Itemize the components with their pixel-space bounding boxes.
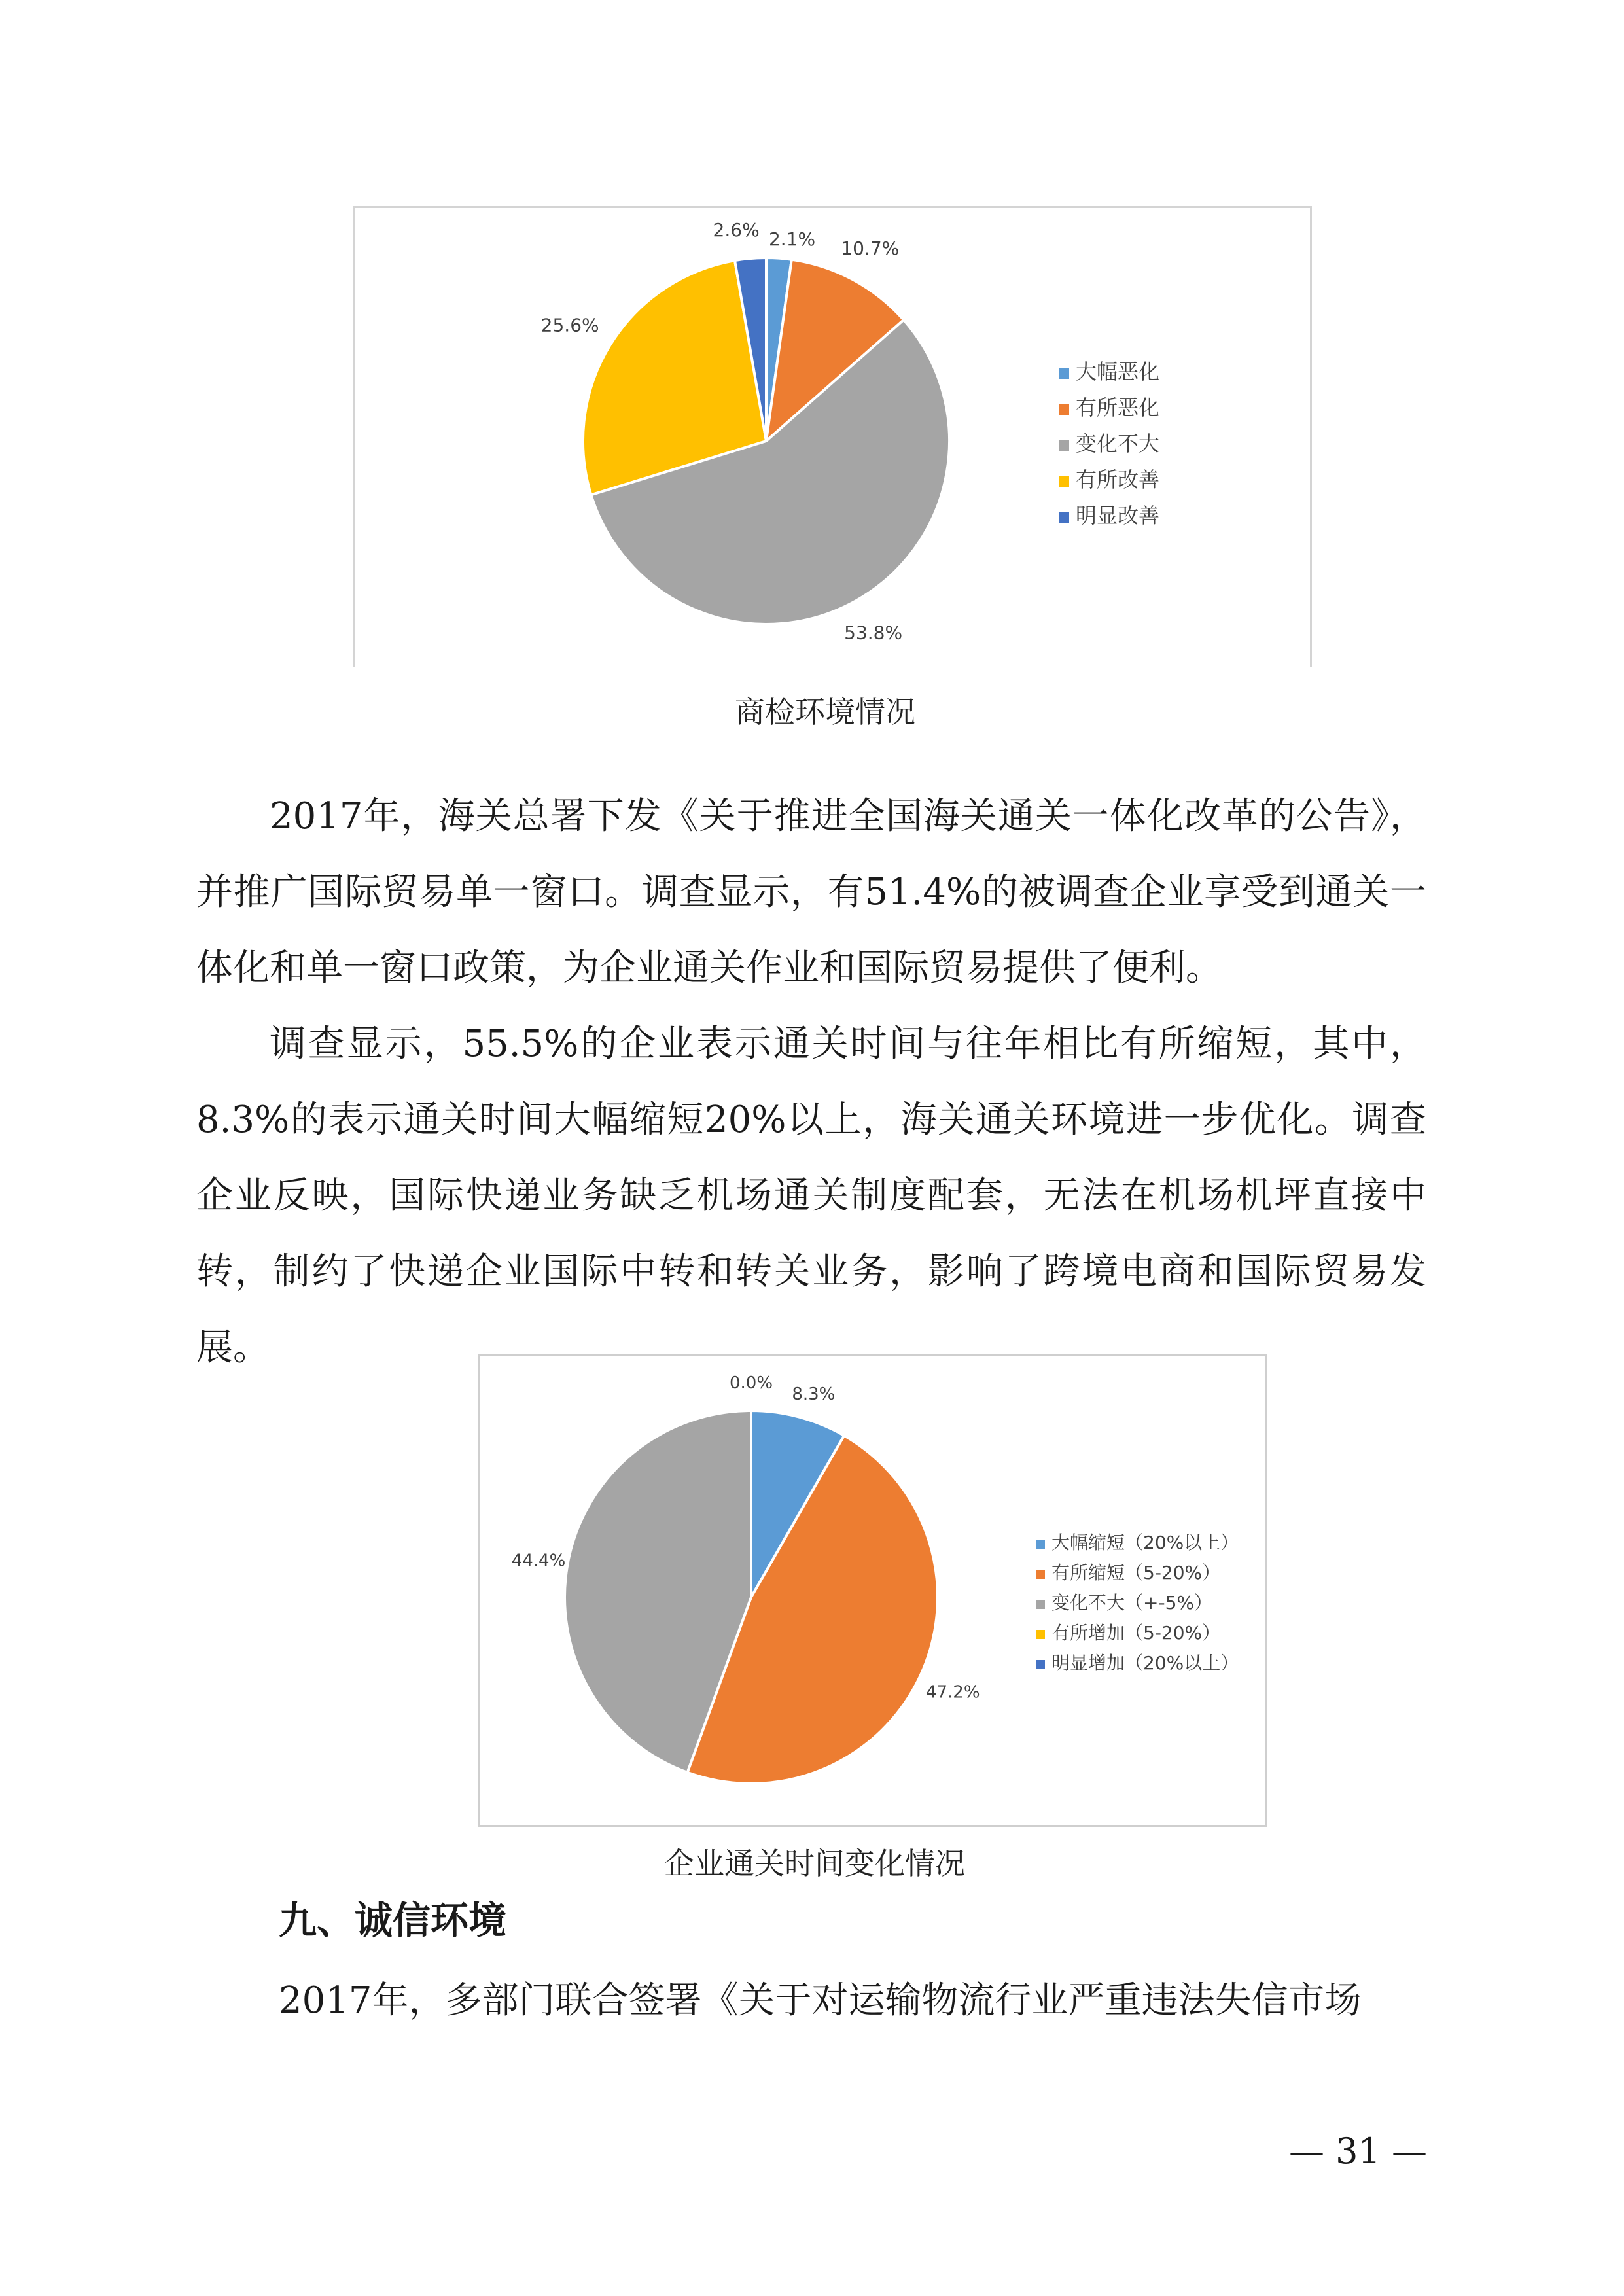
pie2-legend-label-1: 有所缩短（5-20%） (1051, 1562, 1221, 1583)
pie1-legend-label-1: 有所恶化 (1076, 395, 1160, 420)
pie2-legend-swatch-0 (1036, 1540, 1045, 1549)
pie2-data-label-2: 44.4% (511, 1551, 566, 1571)
pie2-legend-label-2: 变化不大（+-5%） (1051, 1592, 1212, 1614)
section-heading: 九、诚信环境 (279, 1898, 507, 1943)
pie2-data-label-1: 47.2% (925, 1682, 980, 1703)
figure-caption-2: 企业通关时间变化情况 (664, 1846, 965, 1881)
pie1-data-label-0: 2.1% (768, 228, 816, 250)
pie1-data-label-2: 53.8% (844, 622, 903, 644)
page-number: — 31 — (1289, 2130, 1428, 2172)
pie1-data-label-4: 2.6% (713, 219, 760, 241)
pie2-data-label-3: 0.0% (729, 1373, 773, 1393)
pie1-legend-swatch-2 (1059, 440, 1069, 451)
pie2-legend-swatch-4 (1036, 1660, 1045, 1669)
chart-clearance-time-change (478, 1354, 1267, 1827)
pie-chart-2 (480, 1356, 1269, 1829)
pie2-legend-swatch-2 (1036, 1600, 1045, 1609)
pie1-legend-label-0: 大幅恶化 (1076, 359, 1160, 384)
pie1-legend-swatch-4 (1059, 512, 1069, 523)
pie2-legend-label-0: 大幅缩短（20%以上） (1051, 1532, 1239, 1553)
pie1-legend-label-4: 明显改善 (1076, 503, 1160, 528)
chart-inspection-environment (353, 206, 1312, 667)
pie1-legend-swatch-3 (1059, 476, 1069, 487)
pie2-legend-swatch-1 (1036, 1570, 1045, 1579)
pie-chart-1 (355, 208, 1314, 669)
pie1-legend-label-2: 变化不大 (1076, 431, 1160, 456)
pie2-legend-label-4: 明显增加（20%以上） (1051, 1652, 1239, 1674)
paragraph-credit-environment: 2017年，多部门联合签署《关于对运输物流行业严重违法失信市场 (279, 1979, 1362, 2022)
pie1-legend-swatch-1 (1059, 404, 1069, 415)
pie1-data-label-3: 25.6% (540, 314, 599, 336)
figure-caption-1: 商检环境情况 (735, 694, 915, 730)
pie2-data-label-0: 8.3% (792, 1384, 836, 1404)
pie2-legend-label-3: 有所增加（5-20%） (1051, 1622, 1221, 1644)
pie1-legend-swatch-0 (1059, 368, 1069, 379)
pie1-legend-label-3: 有所改善 (1076, 467, 1160, 492)
pie1-data-label-1: 10.7% (841, 238, 900, 260)
pie2-legend-swatch-3 (1036, 1630, 1045, 1639)
paragraph-customs-reform: 2017年，海关总署下发《关于推进全国海关通关一体化改革的公告》，并推广国际贸易单一窗口。调查显示，有51.4%的被调查企业享受到通关一体化和单一窗口政策，为企业通关作业和国际贸易提供了便利。 (196, 795, 1426, 989)
paragraph-clearance-time: 调查显示，55.5%的企业表示通关时间与往年相比有所缩短，其中，8.3%的表示通关时间大幅缩短20%以上，海关通关环境进一步优化。调查企业反映，国际快递业务缺乏机场通关制度配套，无法在机场机坪直接中转，制约了快递企业国际中转和转关业务，影响了跨境电商和国际贸易发展。 (196, 1023, 1426, 1369)
